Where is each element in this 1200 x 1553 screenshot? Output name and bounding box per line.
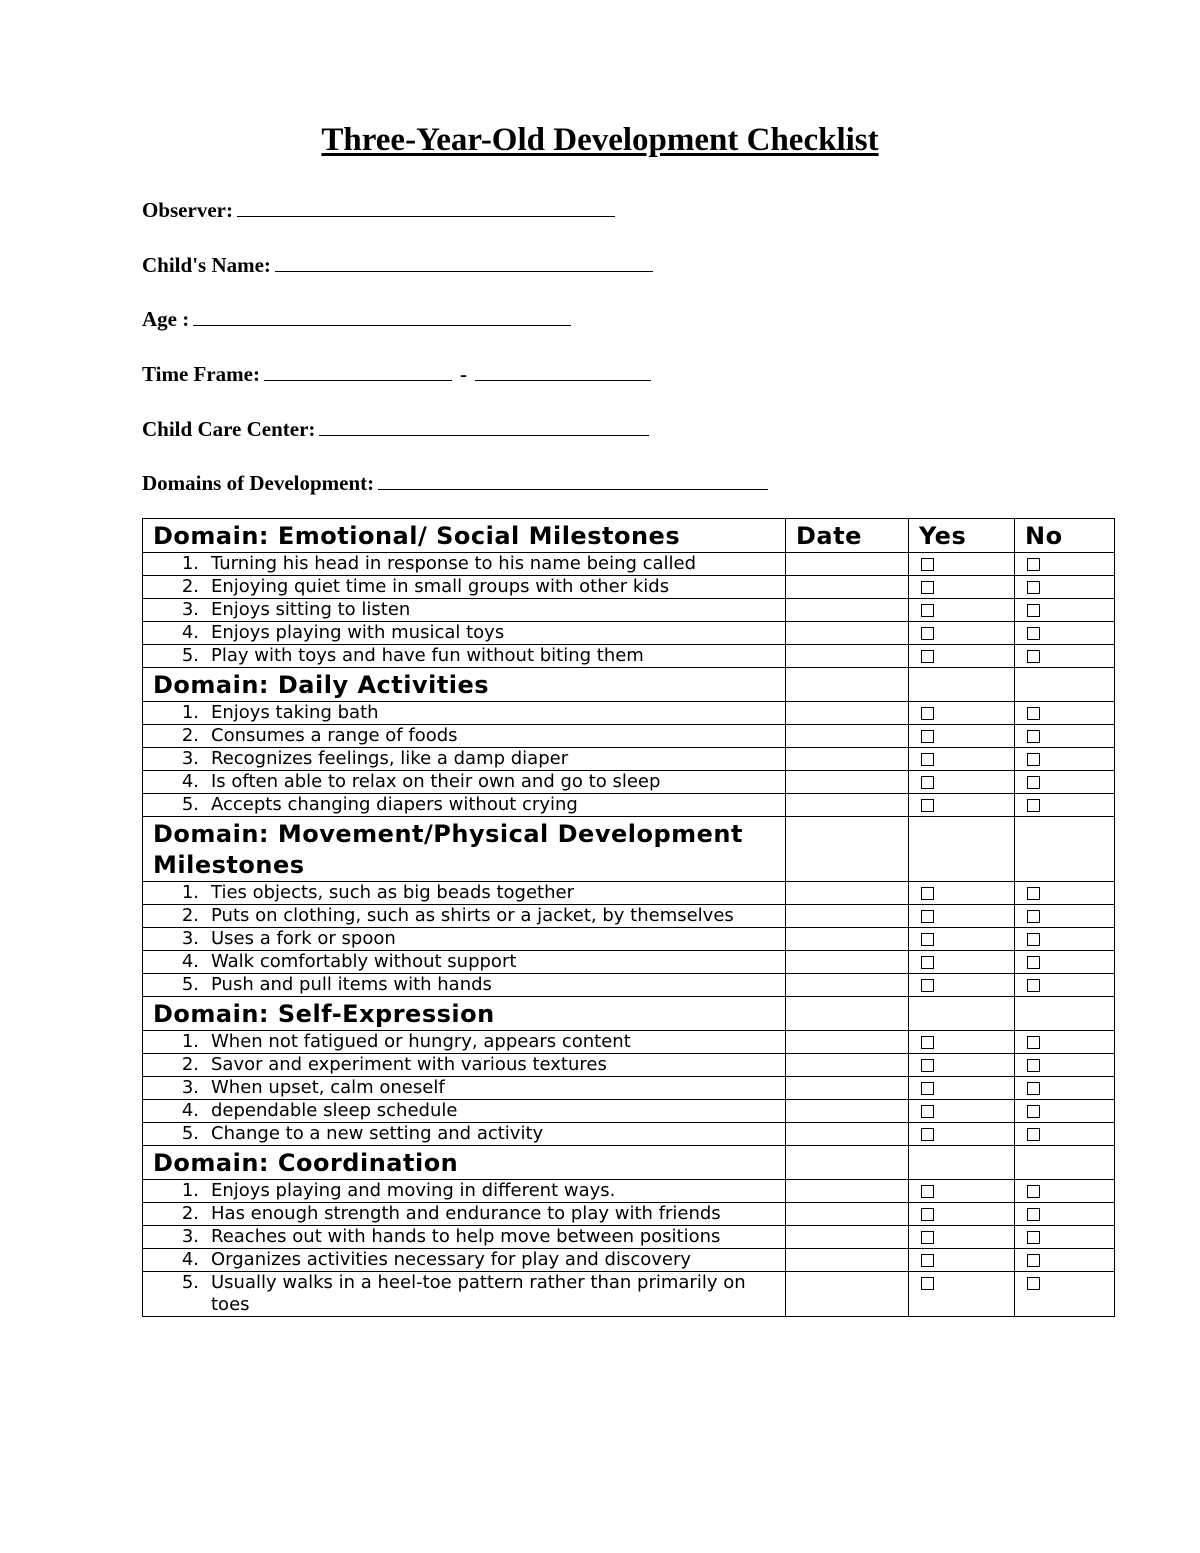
domain-header-row: [143, 997, 1115, 1031]
date-cell[interactable]: [786, 748, 909, 771]
yes-cell: [909, 622, 1015, 645]
yes-cell: [909, 1249, 1015, 1272]
no-checkbox[interactable]: [1027, 776, 1040, 789]
age-line[interactable]: [193, 303, 571, 326]
milestone-text: Usually walks in a heel-toe pattern rather than primarily on toes: [211, 1272, 746, 1315]
no-cell: [1015, 599, 1115, 622]
milestone-cell: [143, 1272, 786, 1317]
milestone-cell: [143, 794, 786, 817]
yes-cell: [909, 725, 1015, 748]
no-checkbox[interactable]: [1027, 627, 1040, 640]
observer-field[interactable]: [142, 194, 615, 224]
milestone-cell: [143, 1203, 786, 1226]
yes-cell: [909, 645, 1015, 668]
yes-cell: [909, 1031, 1015, 1054]
observer-line[interactable]: [237, 194, 615, 217]
date-cell[interactable]: [786, 645, 909, 668]
date-cell[interactable]: [786, 599, 909, 622]
empty-cell: [909, 668, 1015, 702]
milestone-text: When upset, calm oneself: [211, 1077, 445, 1098]
no-checkbox[interactable]: [1027, 933, 1040, 946]
milestone-cell: [143, 1054, 786, 1077]
checklist-row: [143, 1203, 1115, 1226]
milestone-text: Push and pull items with hands: [211, 974, 492, 995]
checklist-row: [143, 599, 1115, 622]
no-cell: [1015, 576, 1115, 599]
checklist-row: [143, 702, 1115, 725]
yes-checkbox[interactable]: [921, 604, 934, 617]
date-cell[interactable]: [786, 702, 909, 725]
milestone-text: Is often able to relax on their own and go to sleep: [211, 771, 661, 792]
yes-checkbox[interactable]: [921, 627, 934, 640]
yes-checkbox[interactable]: [921, 1082, 934, 1095]
item-number: 1.: [181, 1031, 199, 1052]
checklist-row: [143, 1226, 1115, 1249]
milestone-cell: [143, 1077, 786, 1100]
item-number: 1.: [181, 553, 199, 574]
item-number: 3.: [181, 1077, 199, 1098]
date-cell[interactable]: [786, 882, 909, 905]
yes-cell: [909, 1100, 1015, 1123]
yes-cell: [909, 1123, 1015, 1146]
item-number: 4.: [181, 951, 199, 972]
milestone-text: Walk comfortably without support: [211, 951, 517, 972]
milestone-cell: [143, 771, 786, 794]
yes-cell: [909, 1077, 1015, 1100]
no-cell: [1015, 1249, 1115, 1272]
milestone-text: Enjoys playing and moving in different ways.: [211, 1180, 616, 1201]
no-cell: [1015, 1054, 1115, 1077]
yes-checkbox[interactable]: [921, 799, 934, 812]
no-cell: [1015, 622, 1115, 645]
item-number: 4.: [181, 622, 199, 643]
item-number: 3.: [181, 1226, 199, 1247]
checklist-row: [143, 1031, 1115, 1054]
milestone-text: Recognizes feelings, like a damp diaper: [211, 748, 569, 769]
checklist-row: [143, 1077, 1115, 1100]
milestone-text: Enjoys taking bath: [211, 702, 379, 723]
no-checkbox[interactable]: [1027, 707, 1040, 720]
no-checkbox[interactable]: [1027, 1128, 1040, 1141]
date-cell[interactable]: [786, 622, 909, 645]
column-header-yes: Yes: [909, 519, 1015, 553]
no-cell: [1015, 974, 1115, 997]
item-number: 5.: [181, 645, 199, 666]
time-frame-start-line[interactable]: [264, 358, 452, 381]
yes-cell: [909, 794, 1015, 817]
empty-cell: [786, 1146, 909, 1180]
date-cell[interactable]: [786, 1123, 909, 1146]
empty-cell: [909, 817, 1015, 882]
date-cell[interactable]: [786, 553, 909, 576]
yes-checkbox[interactable]: [921, 753, 934, 766]
no-checkbox[interactable]: [1027, 730, 1040, 743]
yes-cell: [909, 702, 1015, 725]
yes-cell: [909, 1226, 1015, 1249]
no-checkbox[interactable]: [1027, 1082, 1040, 1095]
yes-checkbox[interactable]: [921, 956, 934, 969]
yes-checkbox[interactable]: [921, 1105, 934, 1118]
yes-cell: [909, 553, 1015, 576]
item-number: 4.: [181, 771, 199, 792]
checklist-row: [143, 771, 1115, 794]
yes-cell: [909, 748, 1015, 771]
checklist-row: [143, 905, 1115, 928]
item-number: 4.: [181, 1100, 199, 1121]
milestone-cell: [143, 645, 786, 668]
no-checkbox[interactable]: [1027, 1059, 1040, 1072]
no-cell: [1015, 1077, 1115, 1100]
checklist-row: [143, 1123, 1115, 1146]
yes-checkbox[interactable]: [921, 707, 934, 720]
milestone-text: Reaches out with hands to help move between positions: [211, 1226, 721, 1247]
item-number: 2.: [181, 576, 199, 597]
milestone-text: When not fatigued or hungry, appears content: [211, 1031, 631, 1052]
yes-cell: [909, 1180, 1015, 1203]
milestone-cell: [143, 1180, 786, 1203]
no-checkbox[interactable]: [1027, 753, 1040, 766]
yes-checkbox[interactable]: [921, 776, 934, 789]
milestone-cell: [143, 1100, 786, 1123]
yes-cell: [909, 1203, 1015, 1226]
yes-checkbox[interactable]: [921, 1254, 934, 1267]
date-cell[interactable]: [786, 1054, 909, 1077]
no-cell: [1015, 702, 1115, 725]
date-cell[interactable]: [786, 1100, 909, 1123]
yes-checkbox[interactable]: [921, 650, 934, 663]
item-number: 5.: [181, 1272, 199, 1293]
date-cell[interactable]: [786, 974, 909, 997]
milestone-text: Puts on clothing, such as shirts or a jacket, by themselves: [211, 905, 734, 926]
empty-cell: [1015, 817, 1115, 882]
date-cell[interactable]: [786, 794, 909, 817]
yes-checkbox[interactable]: [921, 1036, 934, 1049]
date-cell[interactable]: [786, 951, 909, 974]
age-label: Age :: [142, 307, 190, 331]
checklist-table: [142, 518, 1115, 1317]
item-number: 1.: [181, 882, 199, 903]
checklist-row: [143, 1180, 1115, 1203]
no-cell: [1015, 794, 1115, 817]
no-checkbox[interactable]: [1027, 1231, 1040, 1244]
date-cell[interactable]: [786, 1180, 909, 1203]
date-cell[interactable]: [786, 928, 909, 951]
milestone-cell: [143, 702, 786, 725]
checklist-row: [143, 1054, 1115, 1077]
no-cell: [1015, 771, 1115, 794]
date-cell[interactable]: [786, 1226, 909, 1249]
observer-label: Observer:: [142, 198, 233, 222]
domain-heading: Domain: Movement/Physical Development Milestones: [143, 817, 786, 882]
time-frame-field[interactable]: [142, 358, 651, 388]
no-checkbox[interactable]: [1027, 1105, 1040, 1118]
center-field[interactable]: [142, 413, 649, 443]
empty-cell: [1015, 668, 1115, 702]
yes-cell: [909, 1054, 1015, 1077]
yes-cell: [909, 1272, 1015, 1317]
time-frame-separator: -: [459, 362, 467, 386]
yes-checkbox[interactable]: [921, 910, 934, 923]
milestone-cell: [143, 1226, 786, 1249]
yes-cell: [909, 599, 1015, 622]
age-field[interactable]: [142, 303, 571, 333]
column-header-no: No: [1015, 519, 1115, 553]
yes-checkbox[interactable]: [921, 581, 934, 594]
yes-cell: [909, 974, 1015, 997]
domain-header-row: [143, 1146, 1115, 1180]
domain-header-row: [143, 817, 1115, 882]
checklist-row: [143, 748, 1115, 771]
no-cell: [1015, 905, 1115, 928]
yes-cell: [909, 928, 1015, 951]
empty-cell: [909, 997, 1015, 1031]
no-cell: [1015, 1031, 1115, 1054]
milestone-text: Play with toys and have fun without biting them: [211, 645, 644, 666]
milestone-text: Accepts changing diapers without crying: [211, 794, 578, 815]
no-cell: [1015, 1272, 1115, 1317]
no-checkbox[interactable]: [1027, 910, 1040, 923]
domain-header-row: [143, 519, 1115, 553]
domains-line[interactable]: [378, 467, 768, 490]
no-checkbox[interactable]: [1027, 956, 1040, 969]
domain-heading: Domain: Self-Expression: [143, 997, 786, 1031]
milestone-text: Organizes activities necessary for play and discovery: [211, 1249, 692, 1270]
checklist-row: [143, 725, 1115, 748]
date-cell[interactable]: [786, 1031, 909, 1054]
checklist-row: [143, 645, 1115, 668]
milestone-text: Change to a new setting and activity: [211, 1123, 544, 1144]
item-number: 2.: [181, 725, 199, 746]
yes-cell: [909, 771, 1015, 794]
yes-checkbox[interactable]: [921, 1059, 934, 1072]
milestone-cell: [143, 599, 786, 622]
milestone-text: Ties objects, such as big beads together: [211, 882, 574, 903]
checklist-row: [143, 1272, 1115, 1317]
empty-cell: [909, 1146, 1015, 1180]
date-cell[interactable]: [786, 1249, 909, 1272]
domains-field[interactable]: [142, 467, 768, 497]
checklist-row: [143, 882, 1115, 905]
no-checkbox[interactable]: [1027, 887, 1040, 900]
milestone-cell: [143, 748, 786, 771]
milestone-cell: [143, 974, 786, 997]
item-number: 2.: [181, 905, 199, 926]
child-name-line[interactable]: [275, 249, 653, 272]
milestone-cell: [143, 1123, 786, 1146]
no-checkbox[interactable]: [1027, 1208, 1040, 1221]
domain-heading: Domain: Coordination: [143, 1146, 786, 1180]
item-number: 5.: [181, 794, 199, 815]
empty-cell: [786, 668, 909, 702]
no-checkbox[interactable]: [1027, 650, 1040, 663]
time-frame-label: Time Frame:: [142, 362, 260, 386]
no-checkbox[interactable]: [1027, 1185, 1040, 1198]
no-cell: [1015, 882, 1115, 905]
no-checkbox[interactable]: [1027, 1036, 1040, 1049]
checklist-row: [143, 553, 1115, 576]
milestone-text: Turning his head in response to his name being called: [211, 553, 697, 574]
yes-checkbox[interactable]: [921, 1208, 934, 1221]
yes-cell: [909, 905, 1015, 928]
no-cell: [1015, 951, 1115, 974]
milestone-cell: [143, 725, 786, 748]
milestone-cell: [143, 905, 786, 928]
empty-cell: [786, 997, 909, 1031]
child-name-field[interactable]: [142, 249, 653, 279]
milestone-cell: [143, 553, 786, 576]
no-checkbox[interactable]: [1027, 558, 1040, 571]
date-cell[interactable]: [786, 1077, 909, 1100]
yes-cell: [909, 951, 1015, 974]
milestone-text: Has enough strength and endurance to play with friends: [211, 1203, 721, 1224]
item-number: 3.: [181, 928, 199, 949]
yes-cell: [909, 882, 1015, 905]
date-cell[interactable]: [786, 1272, 909, 1317]
no-cell: [1015, 1180, 1115, 1203]
domain-header-row: [143, 668, 1115, 702]
no-checkbox[interactable]: [1027, 799, 1040, 812]
date-cell[interactable]: [786, 905, 909, 928]
no-cell: [1015, 1123, 1115, 1146]
center-label: Child Care Center:: [142, 417, 316, 441]
item-number: 3.: [181, 748, 199, 769]
date-cell[interactable]: [786, 771, 909, 794]
milestone-cell: [143, 928, 786, 951]
milestone-cell: [143, 576, 786, 599]
milestone-text: Uses a fork or spoon: [211, 928, 396, 949]
yes-checkbox[interactable]: [921, 1185, 934, 1198]
time-frame-end-line[interactable]: [475, 358, 651, 381]
checklist-row: [143, 576, 1115, 599]
no-cell: [1015, 725, 1115, 748]
checklist-row: [143, 622, 1115, 645]
no-cell: [1015, 1226, 1115, 1249]
milestone-cell: [143, 951, 786, 974]
milestone-text: dependable sleep schedule: [211, 1100, 458, 1121]
item-number: 3.: [181, 599, 199, 620]
checklist-row: [143, 974, 1115, 997]
item-number: 5.: [181, 974, 199, 995]
item-number: 2.: [181, 1203, 199, 1224]
date-cell[interactable]: [786, 725, 909, 748]
domain-heading: Domain: Emotional/ Social Milestones: [143, 519, 786, 553]
child-name-label: Child's Name:: [142, 253, 271, 277]
no-cell: [1015, 553, 1115, 576]
milestone-text: Enjoys sitting to listen: [211, 599, 411, 620]
no-cell: [1015, 748, 1115, 771]
milestone-cell: [143, 622, 786, 645]
column-header-date: Date: [786, 519, 909, 553]
no-checkbox[interactable]: [1027, 1254, 1040, 1267]
no-cell: [1015, 1100, 1115, 1123]
milestone-cell: [143, 1031, 786, 1054]
milestone-cell: [143, 1249, 786, 1272]
yes-checkbox[interactable]: [921, 1277, 934, 1290]
item-number: 1.: [181, 702, 199, 723]
date-cell[interactable]: [786, 576, 909, 599]
milestone-text: Savor and experiment with various textures: [211, 1054, 607, 1075]
milestone-cell: [143, 882, 786, 905]
item-number: 4.: [181, 1249, 199, 1270]
empty-cell: [1015, 1146, 1115, 1180]
no-cell: [1015, 645, 1115, 668]
checklist-row: [143, 928, 1115, 951]
checklist-row: [143, 794, 1115, 817]
checklist-row: [143, 951, 1115, 974]
checklist-row: [143, 1100, 1115, 1123]
milestone-text: Enjoying quiet time in small groups with other kids: [211, 576, 670, 597]
yes-checkbox[interactable]: [921, 933, 934, 946]
no-checkbox[interactable]: [1027, 581, 1040, 594]
center-line[interactable]: [319, 413, 649, 436]
domains-label: Domains of Development:: [142, 471, 375, 495]
yes-checkbox[interactable]: [921, 1231, 934, 1244]
checklist-row: [143, 1249, 1115, 1272]
milestone-text: Enjoys playing with musical toys: [211, 622, 505, 643]
yes-cell: [909, 576, 1015, 599]
date-cell[interactable]: [786, 1203, 909, 1226]
yes-checkbox[interactable]: [921, 558, 934, 571]
page-title: Three-Year-Old Development Checklist: [321, 122, 879, 158]
yes-checkbox[interactable]: [921, 887, 934, 900]
no-checkbox[interactable]: [1027, 604, 1040, 617]
no-checkbox[interactable]: [1027, 979, 1040, 992]
empty-cell: [1015, 997, 1115, 1031]
no-cell: [1015, 1203, 1115, 1226]
no-checkbox[interactable]: [1027, 1277, 1040, 1290]
item-number: 1.: [181, 1180, 199, 1201]
empty-cell: [786, 817, 909, 882]
no-cell: [1015, 928, 1115, 951]
milestone-text: Consumes a range of foods: [211, 725, 458, 746]
yes-checkbox[interactable]: [921, 979, 934, 992]
item-number: 2.: [181, 1054, 199, 1075]
yes-checkbox[interactable]: [921, 730, 934, 743]
item-number: 5.: [181, 1123, 199, 1144]
domain-heading: Domain: Daily Activities: [143, 668, 786, 702]
yes-checkbox[interactable]: [921, 1128, 934, 1141]
